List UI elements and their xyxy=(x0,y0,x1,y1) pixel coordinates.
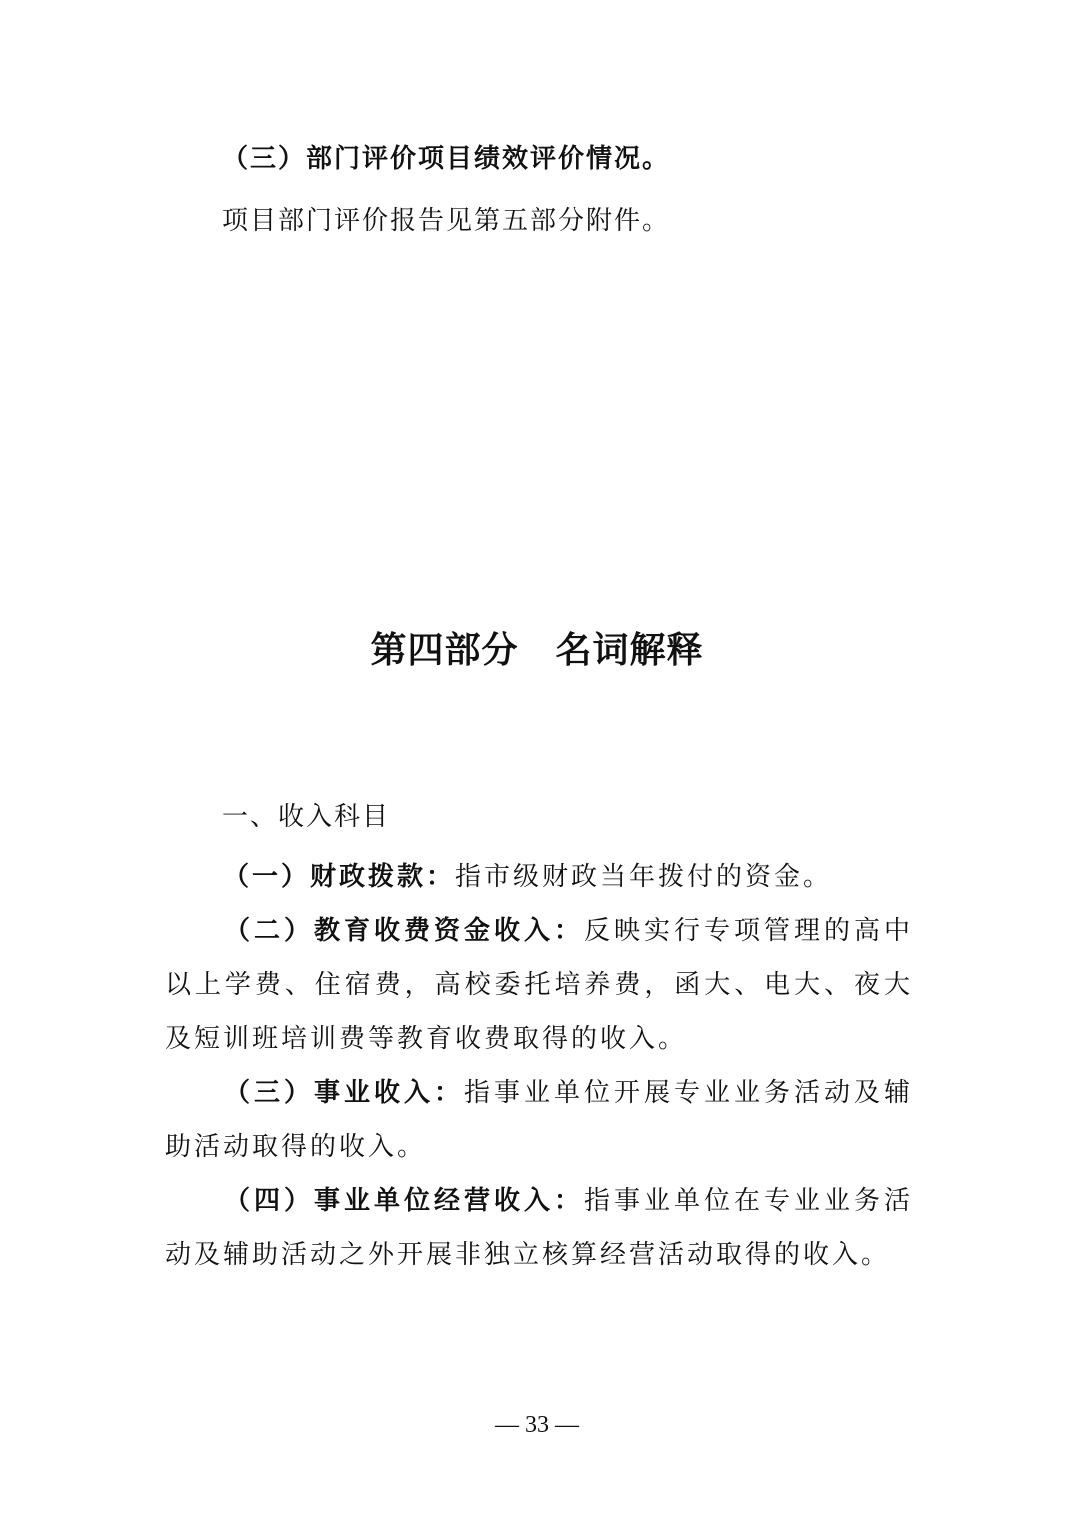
income-item-desc: 指市级财政当年拨付的资金。 xyxy=(455,862,833,892)
part-four-title: 第四部分 名词解释 xyxy=(370,630,704,671)
income-item-term: （三）事业收入： xyxy=(223,1078,464,1108)
income-item-desc: 指事业单位在专业业务活动及辅助活动之外开展非独立核算经营活动取得的收入。 xyxy=(165,1186,913,1270)
income-item-desc: 指事业单位开展专业业务活动及辅助活动取得的收入。 xyxy=(165,1078,913,1162)
income-item-1 xyxy=(165,850,913,904)
income-item-desc: 反映实行专项管理的高中以上学费、住宿费，高校委托培养费，函大、电大、夜大及短训班培训费等教育收费取得的收入。 xyxy=(165,916,913,1054)
income-item-term: （一）财政拨款： xyxy=(223,862,456,892)
income-item-2 xyxy=(165,904,913,1066)
income-item-term: （二）教育收费资金收入： xyxy=(223,916,584,946)
income-item-4 xyxy=(165,1174,913,1282)
income-heading: 一、收入科目 xyxy=(222,802,391,832)
income-item-term: （四）事业单位经营收入： xyxy=(223,1186,584,1216)
page-number: — 33 — xyxy=(495,1412,579,1438)
section-three-heading: （三）部门评价项目绩效评价情况。 xyxy=(222,144,671,174)
section-three-text: 项目部门评价报告见第五部分附件。 xyxy=(222,206,671,236)
income-item-3 xyxy=(165,1066,913,1174)
